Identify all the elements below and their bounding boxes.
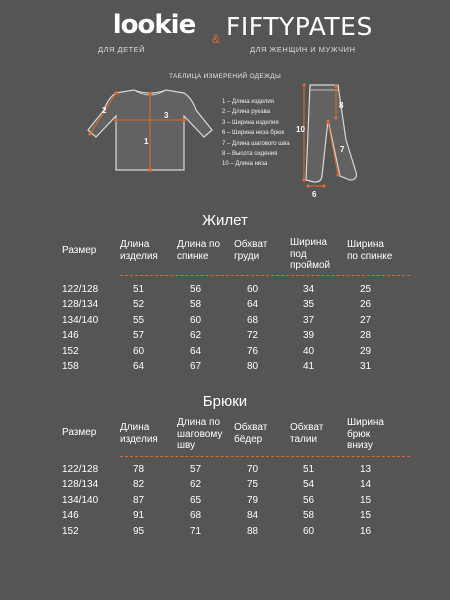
pants-header-hem-width: Ширина брюк внизу	[347, 417, 384, 451]
pants-header-hips: Обхват бёдер	[234, 422, 268, 445]
pants-table-cell: 58	[303, 510, 315, 522]
vest-table-cell: 29	[360, 345, 372, 357]
lookie-subtitle: ДЛЯ ДЕТЕЙ	[98, 45, 146, 54]
legend-item: 6 – Ширина низа брюк	[222, 130, 285, 137]
pants-table-cell: 82	[133, 479, 145, 491]
pants-table-cell: 91	[133, 510, 145, 522]
pants-table-cell: 15	[360, 510, 372, 522]
pants-table-cell: 14	[360, 479, 372, 491]
pants-table-cell: 15	[360, 494, 372, 506]
lookie-logo	[98, 10, 210, 40]
vest-header-back-width: Ширина по спинке	[347, 239, 393, 262]
pants-diagram	[292, 80, 372, 200]
legend-item: 2 – Длина рукава	[222, 109, 271, 116]
vest-table-cell: 80	[247, 361, 259, 372]
legend-item: 8 – Высота сидения	[222, 151, 278, 158]
vest-table-cell: 37	[303, 314, 315, 326]
pants-table-cell: 51	[303, 464, 315, 475]
vest-table-cell: 62	[190, 330, 202, 342]
vest-table-cell: 158	[62, 361, 79, 372]
measurement-legend	[222, 97, 290, 170]
ampersand: &	[212, 32, 221, 46]
vest-table-cell: 26	[360, 299, 372, 311]
pants-table-cell: 16	[360, 525, 372, 537]
vest-table-cell: 64	[133, 361, 145, 372]
pants-table-cell: 146	[62, 510, 79, 522]
vest-table-cell: 39	[303, 330, 315, 342]
pants-table-cell: 13	[360, 464, 372, 475]
vest-table-cell: 56	[190, 284, 202, 295]
legend-item: 7 – Длина шагового шва	[222, 140, 290, 147]
vest-table-cell: 64	[190, 345, 202, 357]
legend-item: 3 – Ширина изделия	[222, 119, 279, 126]
pants-table-cell: 78	[133, 464, 145, 475]
lookie-logo-text: lookie	[112, 10, 196, 40]
vest-table-cell: 64	[247, 299, 259, 311]
pants-table-cell: 152	[62, 525, 79, 537]
pants-table-cell: 75	[247, 479, 259, 491]
pants-table-cell: 70	[247, 464, 259, 475]
pants-separator	[120, 456, 410, 457]
vest-header-size: Размер	[62, 245, 97, 256]
pants-label-8: 8	[339, 101, 344, 110]
vest-table-cell: 52	[133, 299, 145, 311]
vest-table-cell: 25	[360, 284, 372, 295]
legend-item: 10 – Длина низа	[222, 161, 268, 168]
legend-item: 1 – Длина изделия	[222, 99, 274, 105]
vest-table-cell: 28	[360, 330, 372, 342]
shirt-diagram	[80, 80, 220, 180]
fiftypates-logo: FIFTYPATES	[226, 12, 373, 41]
measurement-table-title: ТАБЛИЦА ИЗМЕРЕНИЙ ОДЕЖДЫ	[168, 73, 282, 80]
pants-table-cell: 56	[303, 494, 315, 506]
pants-header-waist: Обхват талии	[290, 422, 324, 445]
vest-header-armhole-width: Ширина под проймой	[290, 237, 331, 271]
pants-table-cell: 87	[133, 494, 145, 506]
pants-title: Брюки	[202, 393, 248, 410]
vest-table-cell: 60	[133, 345, 145, 357]
vest-header-chest: Обхват груди	[234, 239, 268, 262]
pants-table-cell: 95	[133, 525, 145, 537]
fiftypates-subtitle: ДЛЯ ЖЕНЩИН И МУЖЧИН	[250, 45, 356, 54]
pants-table-cell: 88	[247, 525, 259, 537]
vest-table-cell: 152	[62, 345, 79, 357]
vest-table-cell: 57	[133, 330, 145, 342]
vest-table-cell: 60	[190, 314, 202, 326]
vest-separator	[120, 275, 410, 276]
shirt-label-1: 1	[144, 137, 149, 146]
pants-table-cell: 134/140	[62, 494, 99, 506]
vest-table-cell: 128/134	[62, 299, 99, 311]
vest-table-cell: 67	[190, 361, 202, 372]
pants-table-cell: 57	[190, 464, 202, 475]
shirt-label-3: 3	[164, 111, 169, 120]
pants-label-10: 10	[296, 125, 305, 134]
pants-table-cell: 60	[303, 525, 315, 537]
pants-table-cell: 54	[303, 479, 315, 491]
vest-header-length: Длина изделия	[120, 239, 158, 262]
pants-header-inseam: Длина по шаговому шву	[177, 417, 223, 451]
vest-table-cell: 51	[133, 284, 145, 295]
vest-table-cell: 34	[303, 284, 315, 295]
pants-table-cell: 128/134	[62, 479, 99, 491]
vest-table-cell: 58	[190, 299, 202, 311]
vest-table-cell: 72	[247, 330, 259, 342]
pants-table-cell: 84	[247, 510, 259, 522]
vest-table-cell: 40	[303, 345, 315, 357]
pants-table-cell: 71	[190, 525, 202, 537]
vest-table-cell: 122/128	[62, 284, 99, 295]
vest-table-cell: 134/140	[62, 314, 99, 326]
pants-table-cell: 68	[190, 510, 202, 522]
vest-table-cell: 60	[247, 284, 259, 295]
vest-table-cell: 68	[247, 314, 259, 326]
vest-title: Жилет	[202, 212, 248, 229]
vest-table-cell: 27	[360, 314, 372, 326]
pants-label-6: 6	[312, 190, 317, 199]
vest-table-cell: 35	[303, 299, 315, 311]
pants-table-cell: 65	[190, 494, 202, 506]
vest-table-cell: 146	[62, 330, 79, 342]
pants-header-size: Размер	[62, 427, 97, 438]
pants-outline	[306, 85, 356, 182]
vest-table-cell: 76	[247, 345, 259, 357]
vest-table-cell: 31	[360, 361, 372, 372]
pants-table-cell: 122/128	[62, 464, 99, 475]
vest-header-back-length: Длина по спинке	[177, 239, 221, 262]
pants-table-cell: 62	[190, 479, 202, 491]
pants-header-length: Длина изделия	[120, 422, 158, 445]
vest-table-cell: 55	[133, 314, 145, 326]
vest-table-cell: 41	[303, 361, 315, 372]
pants-table-cell: 79	[247, 494, 259, 506]
shirt-label-2: 2	[102, 106, 107, 115]
pants-label-7: 7	[340, 145, 345, 154]
